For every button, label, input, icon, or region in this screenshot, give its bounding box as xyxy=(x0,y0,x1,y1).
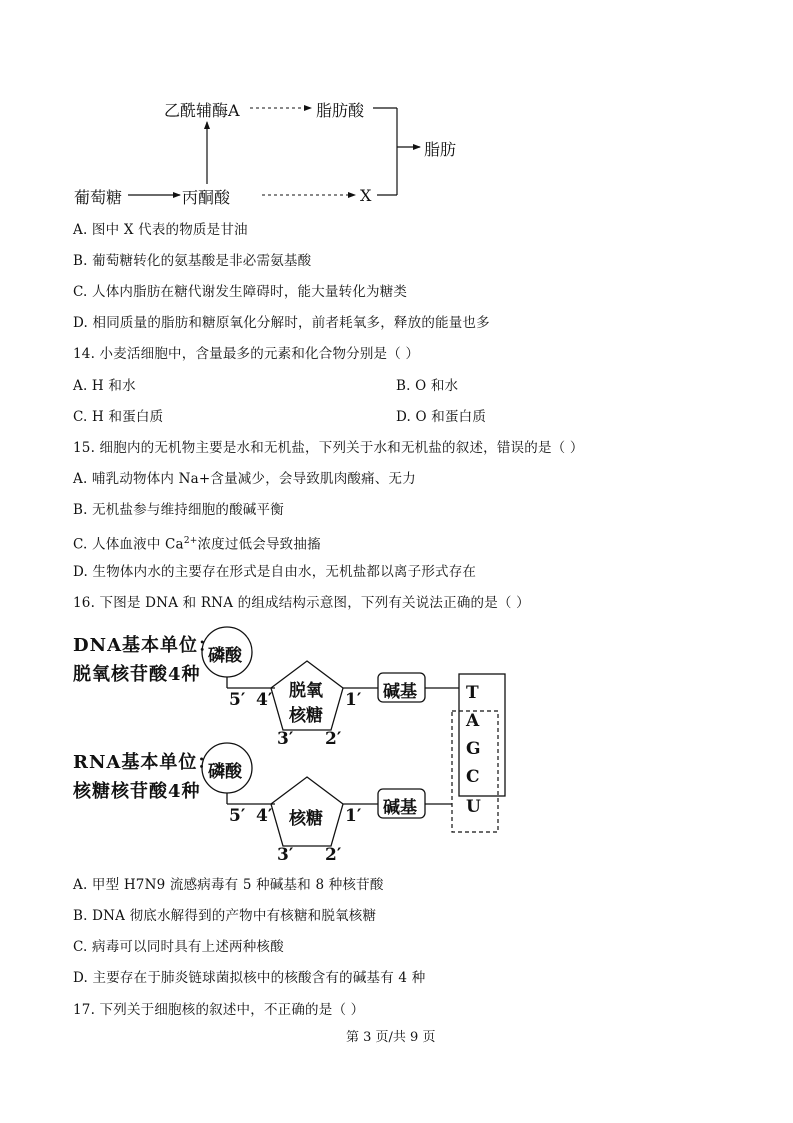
base-u: U xyxy=(466,797,481,817)
dna-prime-5: 5′ xyxy=(229,690,246,710)
fat-label: 脂肪 xyxy=(424,140,457,159)
page-footer: 第 3 页/共 9 页 xyxy=(346,1030,436,1045)
dna-base-label: 碱基 xyxy=(383,682,417,702)
q14-stem: 14. 小麦活细胞中，含量最多的元素和化合物分别是（ ） xyxy=(73,346,420,362)
q13-option-b: B. 葡萄糖转化的氨基酸是非必需氨基酸 xyxy=(73,253,312,269)
rna-prime-4: 4′ xyxy=(256,806,273,826)
dna-prime-4: 4′ xyxy=(256,690,273,710)
q15-option-d: D. 生物体内水的主要存在形式是自由水，无机盐都以离子形式存在 xyxy=(73,564,477,580)
rna-phosphate-label: 磷酸 xyxy=(208,762,242,782)
rna-title-line2: 核糖核苷酸4种 xyxy=(73,781,201,802)
base-g: G xyxy=(466,739,481,759)
q16-option-b: B. DNA 彻底水解得到的产物中有核糖和脱氧核糖 xyxy=(73,908,377,924)
q14-option-c: C. H 和蛋白质 xyxy=(73,409,164,425)
rna-prime-5: 5′ xyxy=(229,806,246,826)
dna-deoxyribose-label-2: 核糖 xyxy=(289,706,323,726)
pyruvate-label: 丙酮酸 xyxy=(182,188,231,207)
q16-option-a: A. 甲型 H7N9 流感病毒有 5 种碱基和 8 种核苷酸 xyxy=(73,877,384,893)
glucose-label: 葡萄糖 xyxy=(74,188,123,207)
base-a: A xyxy=(466,711,480,731)
dna-prime-1: 1′ xyxy=(345,690,362,710)
q16-stem: 16. 下图是 DNA 和 RNA 的组成结构示意图，下列有关说法正确的是（ ） xyxy=(73,595,530,611)
q15-stem: 15. 细胞内的无机物主要是水和无机盐，下列关于水和无机盐的叙述，错误的是（ ） xyxy=(73,440,584,456)
q15-option-a: A. 哺乳动物体内 Na+含量减少，会导致肌肉酸痛、无力 xyxy=(73,471,416,487)
q14-option-a: A. H 和水 xyxy=(73,378,136,394)
q13-option-c: C. 人体内脂肪在糖代谢发生障碍时，能大量转化为糖类 xyxy=(73,284,408,300)
dna-deoxyribose-label-1: 脱氧 xyxy=(289,681,323,701)
rna-prime-3: 3′ xyxy=(277,845,294,865)
q14-option-d: D. O 和蛋白质 xyxy=(396,409,487,425)
fatty-acid-label: 脂肪酸 xyxy=(316,101,365,120)
base-t: T xyxy=(466,683,479,703)
dna-prime-2: 2′ xyxy=(325,729,342,749)
q13-option-a: A. 图中 X 代表的物质是甘油 xyxy=(73,222,248,238)
dna-title-line2: 脱氧核苷酸4种 xyxy=(73,664,201,685)
rna-prime-1: 1′ xyxy=(345,806,362,826)
q16-option-c: C. 病毒可以同时具有上述两种核酸 xyxy=(73,939,284,955)
rna-base-label: 碱基 xyxy=(383,798,417,818)
q15-option-c: C. 人体血液中 $Ca^{2+}$浓度过低会导致抽搐 xyxy=(73,536,321,553)
base-c: C xyxy=(466,767,480,787)
q16-option-d: D. 主要存在于肺炎链球菌拟核中的核酸含有的碱基有 4 种 xyxy=(73,970,426,986)
rna-title-line1: RNA基本单位： xyxy=(73,752,217,773)
q17-stem: 17. 下列关于细胞核的叙述中，不正确的是（ ） xyxy=(73,1002,365,1018)
rna-prime-2: 2′ xyxy=(325,845,342,865)
rna-ribose-label: 核糖 xyxy=(289,809,323,829)
dna-prime-3: 3′ xyxy=(277,729,294,749)
q14-option-b: B. O 和水 xyxy=(396,378,459,394)
dna-title-line1: DNA基本单位： xyxy=(73,635,218,656)
q15-option-b: B. 无机盐参与维持细胞的酸碱平衡 xyxy=(73,502,284,518)
acetyl-coa-label: 乙酰辅酶A xyxy=(164,101,240,120)
q13-option-d: D. 相同质量的脂肪和糖原氧化分解时，前者耗氧多，释放的能量也多 xyxy=(73,315,490,331)
dna-phosphate-label: 磷酸 xyxy=(208,646,242,666)
x-label: X xyxy=(360,186,372,205)
